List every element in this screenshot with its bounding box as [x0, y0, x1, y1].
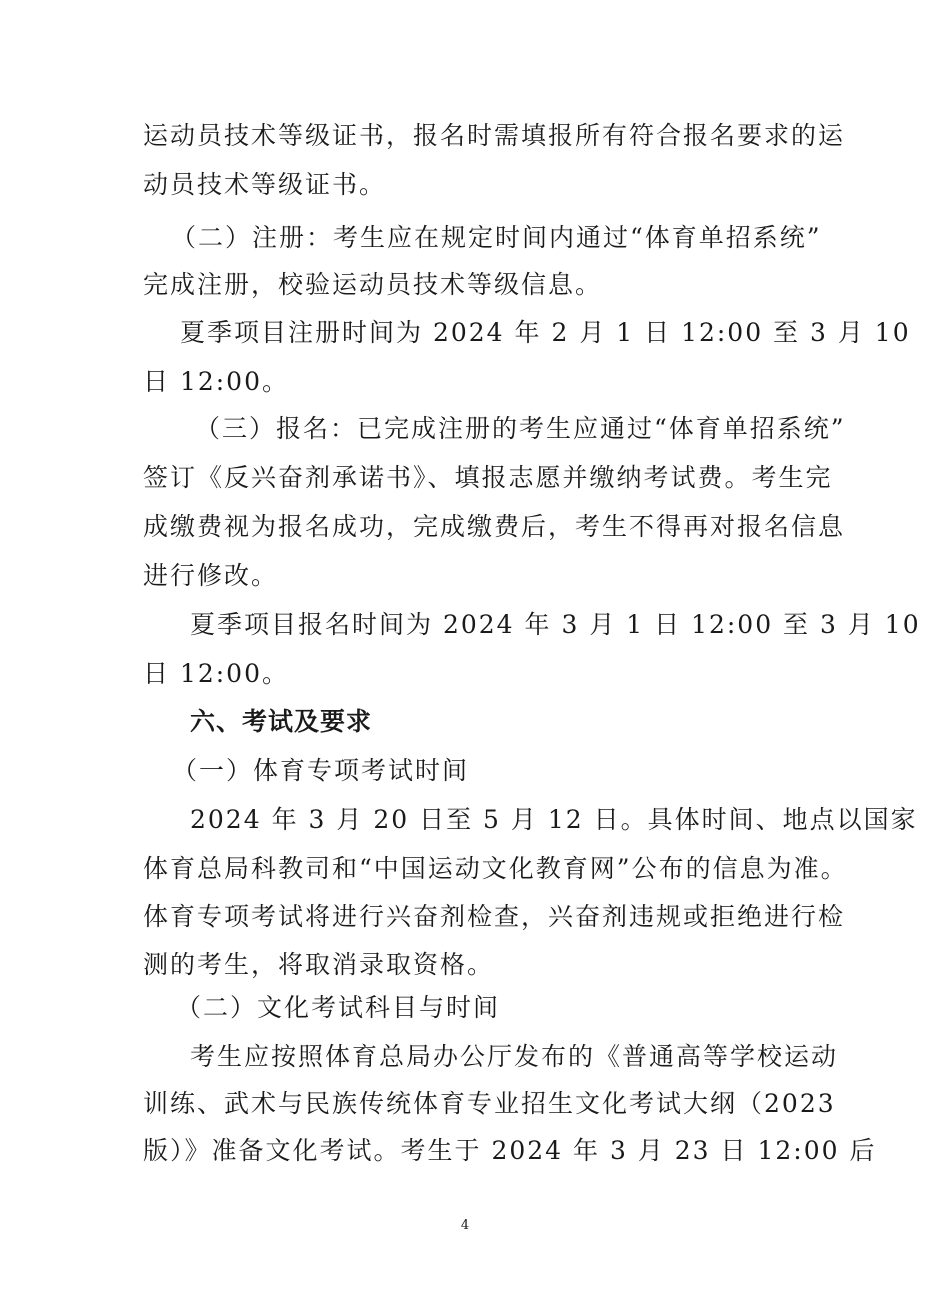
paragraph-line: 体育专项考试将进行兴奋剂检查，兴奋剂违规或拒绝进行检 — [143, 902, 846, 931]
paragraph-line: 进行修改。 — [143, 561, 279, 590]
paragraph-line: 版）》准备文化考试。考生于 2024 年 3 月 23 日 12:00 后 — [143, 1136, 877, 1165]
paragraph-line: 体育总局科教司和“中国运动文化教育网”公布的信息为准。 — [143, 854, 848, 883]
paragraph-line: 训练、武术与民族传统体育专业招生文化考试大纲（2023 — [143, 1089, 836, 1118]
registration-time-line: 夏季项目注册时间为 2024 年 2 月 1 日 12:00 至 3 月 10 — [180, 318, 911, 347]
paragraph-line: 考生应按照体育总局办公厅发布的《普通高等学校运动 — [190, 1042, 839, 1071]
paragraph-line: 动员技术等级证书。 — [143, 170, 387, 199]
paragraph-line: 测的考生，将取消录取资格。 — [143, 950, 495, 979]
application-time-line: 夏季项目报名时间为 2024 年 3 月 1 日 12:00 至 3 月 10 — [190, 610, 921, 639]
subsection-heading-culture-exam: （二）文化考试科目与时间 — [176, 993, 501, 1022]
section-heading-exam: 六、考试及要求 — [190, 707, 373, 736]
page-number: 4 — [460, 1218, 470, 1233]
paragraph-line: 日 12:00。 — [143, 367, 289, 396]
subsection-heading-sports-exam-time: （一）体育专项考试时间 — [172, 756, 470, 785]
registration-heading-line: （二）注册：考生应在规定时间内通过“体育单招系统” — [171, 223, 822, 252]
paragraph-line: 日 12:00。 — [143, 659, 289, 688]
paragraph-line: 完成注册，校验运动员技术等级信息。 — [143, 270, 603, 299]
application-heading-line: （三）报名：已完成注册的考生应通过“体育单招系统” — [195, 414, 846, 443]
paragraph-line: 签订《反兴奋剂承诺书》、填报志愿并缴纳考试费。考生完 — [143, 463, 833, 492]
paragraph-line: 2024 年 3 月 20 日至 5 月 12 日。具体时间、地点以国家 — [190, 805, 918, 834]
paragraph-line: 成缴费视为报名成功，完成缴费后，考生不得再对报名信息 — [143, 512, 846, 541]
paragraph-line: 运动员技术等级证书，报名时需填报所有符合报名要求的运 — [143, 121, 846, 150]
